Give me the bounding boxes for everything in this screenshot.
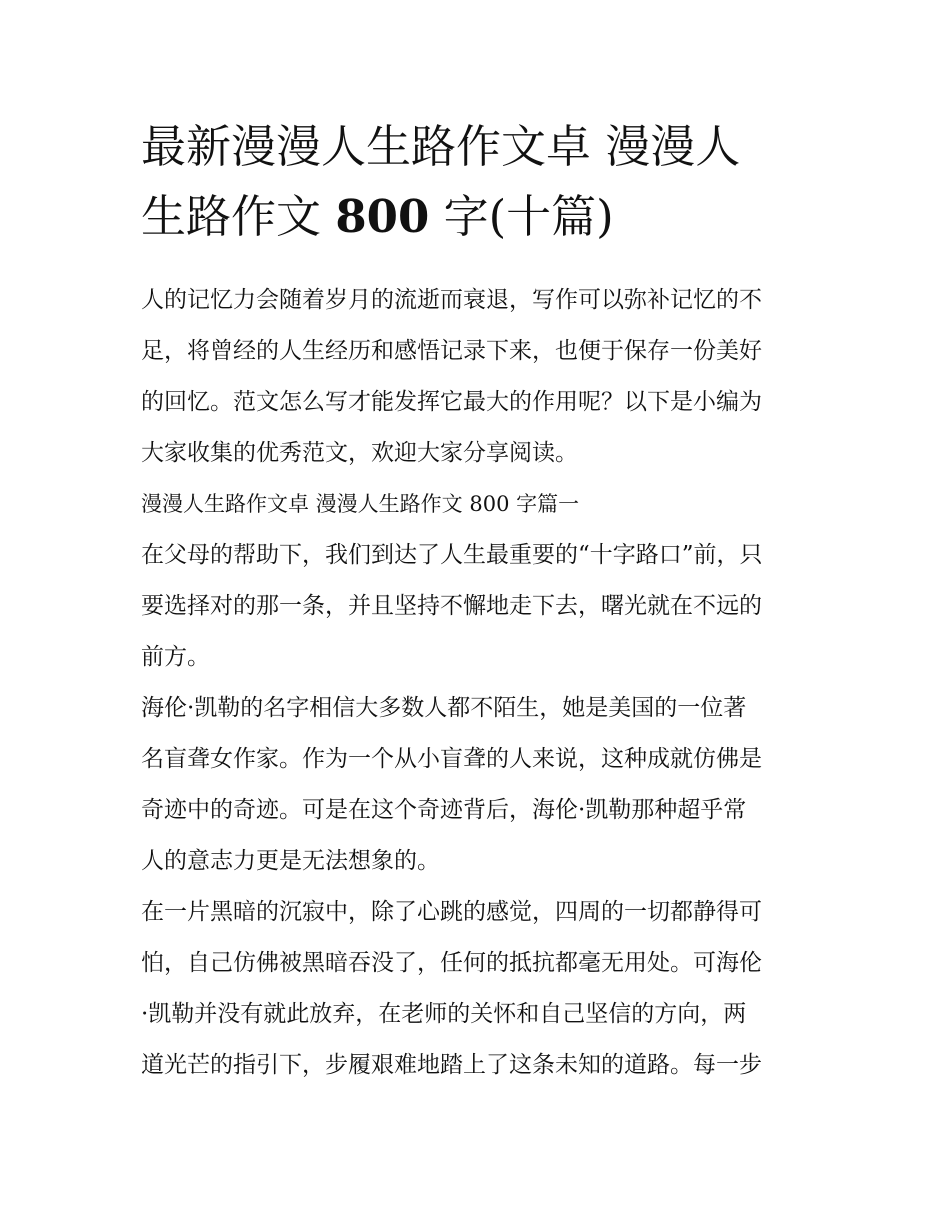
title-line-2-suffix: 字(十篇): [443, 190, 614, 243]
intro-line: 足，将曾经的人生经历和感悟记录下来，也便于保存一份美好: [141, 338, 762, 364]
intro-line: 人的记忆力会随着岁月的流逝而衰退，写作可以弥补记忆的不: [141, 287, 762, 313]
paragraph-2-line: 海伦·凯勒的名字相信大多数人都不陌生，她是美国的一位著: [141, 695, 747, 721]
section-heading: 漫漫人生路作文卓 漫漫人生路作文 800 字篇一: [141, 492, 580, 516]
document-body: [141, 112, 813, 1091]
paragraph-1-line: 要选择对的那一条，并且坚持不懈地走下去，曙光就在不远的: [141, 593, 762, 619]
title-number: 800: [335, 190, 430, 243]
paragraph-2-line: 人的意志力更是无法想象的。: [141, 848, 440, 874]
paragraph-1-line: 在父母的帮助下，我们到达了人生最重要的“十字路口”前，只: [141, 542, 763, 568]
paragraph-1-line: 前方。: [141, 644, 210, 670]
document-title: [141, 112, 813, 252]
paragraph-3-line: 道光芒的指引下，步履艰难地踏上了这条未知的道路。每一步: [141, 1052, 762, 1078]
paragraph-2-line: 奇迹中的奇迹。可是在这个奇迹背后，海伦·凯勒那种超乎常: [141, 797, 747, 823]
paragraph-3-line: ·凯勒并没有就此放弃，在老师的关怀和自己坚信的方向，两: [141, 1001, 747, 1027]
title-line-1: 最新漫漫人生路作文卓 漫漫人: [141, 120, 741, 173]
intro-line: 的回忆。范文怎么写才能发挥它最大的作用呢？以下是小编为: [141, 389, 762, 415]
title-line-2-text: 生路作文: [141, 190, 322, 243]
paragraph-3-line: 怕，自己仿佛被黑暗吞没了，任何的抵抗都毫无用处。可海伦: [141, 950, 762, 976]
paragraph-2-line: 名盲聋女作家。作为一个从小盲聋的人来说，这种成就仿佛是: [141, 746, 762, 772]
intro-line: 大家收集的优秀范文，欢迎大家分享阅读。: [141, 440, 578, 466]
paragraph-3-line: 在一片黑暗的沉寂中，除了心跳的感觉，四周的一切都静得可: [141, 899, 762, 925]
